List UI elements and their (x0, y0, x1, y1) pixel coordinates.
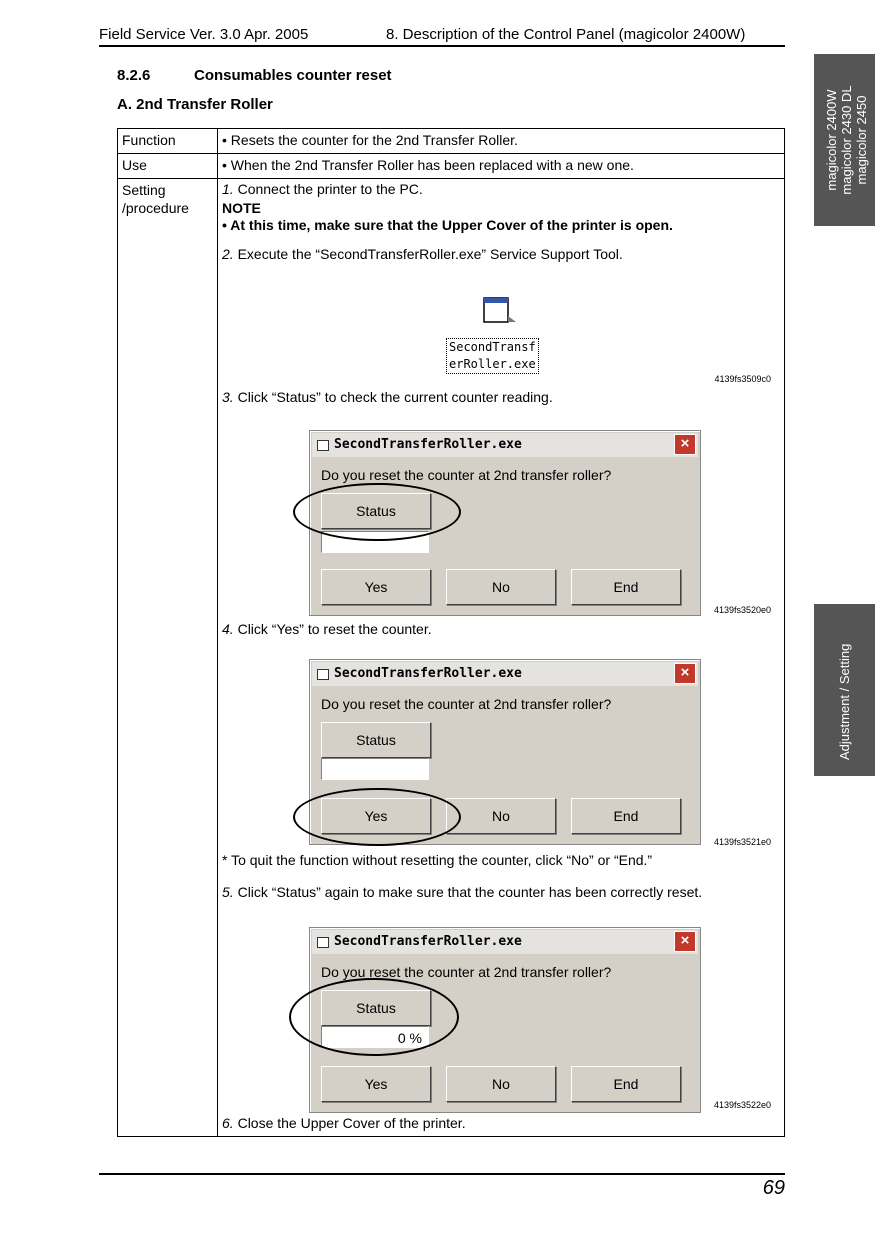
figure-code-2: 4139fs3520e0 (713, 605, 771, 615)
step-1: 1. Connect the printer to the PC. (222, 181, 423, 197)
app-icon (317, 937, 329, 948)
figure-code-1: 4139fs3509c0 (714, 374, 771, 384)
model-line-2: magicolor 2430 DL (839, 85, 854, 195)
dialog-title-bar: SecondTransferRoller.exe (312, 662, 698, 686)
model-side-tab (814, 54, 875, 226)
header-left: Field Service Ver. 3.0 Apr. 2005 (99, 26, 309, 43)
highlight-ring-status (293, 483, 461, 541)
header-right: 8. Description of the Control Panel (magicolor 2400W) (386, 26, 746, 43)
dialog-question: Do you reset the counter at 2nd transfer roller? (321, 964, 612, 980)
dialog-title-bar: SecondTransferRoller.exe (312, 930, 698, 954)
dialog-question: Do you reset the counter at 2nd transfer roller? (321, 696, 612, 712)
section-number: 8.2.6 (117, 67, 151, 84)
counter-field (321, 758, 429, 780)
chapter-side-tab (814, 604, 875, 776)
close-button[interactable]: × (674, 434, 696, 455)
program-file-label[interactable]: SecondTransf erRoller.exe (446, 338, 539, 374)
dialog-title-bar: SecondTransferRoller.exe (312, 433, 698, 457)
function-text: • Resets the counter for the 2nd Transfer Roller. (218, 129, 785, 154)
step-3: 3. Click “Status” to check the current counter reading. (222, 389, 553, 405)
note-text: • At this time, make sure that the Upper Cover of the printer is open. (222, 217, 673, 233)
no-button[interactable]: No (446, 1066, 556, 1102)
program-file-icon[interactable] (482, 294, 518, 326)
footer-rule (99, 1173, 785, 1175)
app-icon (317, 440, 329, 451)
status-button[interactable]: Status (321, 722, 431, 758)
counter-field: 0 % (321, 1026, 429, 1048)
end-button[interactable]: End (571, 569, 681, 605)
app-icon (317, 669, 329, 680)
setting-label: Setting /procedure (118, 179, 218, 1137)
yes-button[interactable]: Yes (321, 1066, 431, 1102)
model-line-1: magicolor 2400W (824, 89, 839, 191)
status-button[interactable]: Status (321, 493, 431, 529)
step-4: 4. Click “Yes” to reset the counter. (222, 621, 432, 637)
end-button[interactable]: End (571, 1066, 681, 1102)
yes-button[interactable]: Yes (321, 569, 431, 605)
no-button[interactable]: No (446, 798, 556, 834)
close-button[interactable]: × (674, 663, 696, 684)
figure-code-3: 4139fs3521e0 (713, 837, 771, 847)
page-number: 69 (762, 1177, 785, 1199)
header-rule (99, 45, 785, 47)
close-button[interactable]: × (674, 931, 696, 952)
model-line-3: magicolor 2450 (854, 95, 869, 185)
dialog-question: Do you reset the counter at 2nd transfer roller? (321, 467, 612, 483)
step-5: 5. Click “Status” again to make sure that the counter has been correctly reset. (222, 884, 703, 900)
status-button[interactable]: Status (321, 990, 431, 1026)
no-button[interactable]: No (446, 569, 556, 605)
figure-code-4: 4139fs3522e0 (713, 1100, 771, 1110)
highlight-ring-status-result (289, 978, 459, 1056)
note-label: NOTE (222, 200, 261, 216)
function-label: Function (118, 129, 218, 154)
step-6: 6. Close the Upper Cover of the printer. (222, 1115, 466, 1131)
subsection-title: A. 2nd Transfer Roller (117, 96, 273, 113)
yes-button[interactable]: Yes (321, 798, 431, 834)
quit-note: * To quit the function without resetting the counter, click “No” or “End.” (222, 852, 653, 868)
end-button[interactable]: End (571, 798, 681, 834)
chapter-label: Adjustment / Setting (837, 643, 852, 760)
use-label: Use (118, 154, 218, 179)
highlight-ring-yes (293, 788, 461, 846)
use-text: • When the 2nd Transfer Roller has been replaced with a new one. (218, 154, 785, 179)
section-title: Consumables counter reset (194, 67, 392, 84)
step-2: 2. Execute the “SecondTransferRoller.exe” Service Support Tool. (222, 246, 623, 262)
